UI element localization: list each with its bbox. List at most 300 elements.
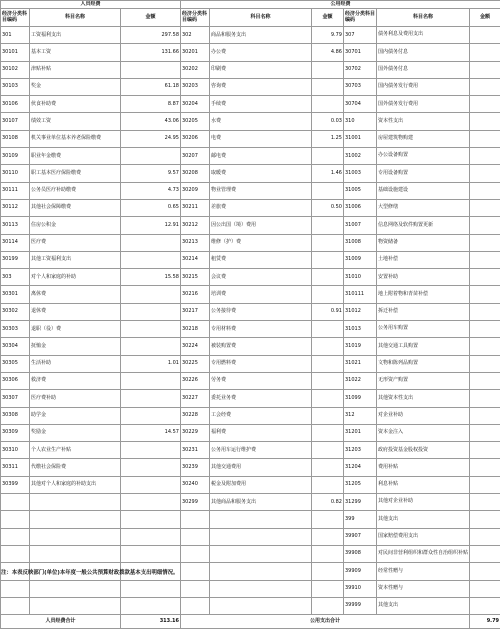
code-cell: 30213 bbox=[181, 234, 210, 251]
name-cell: 奖金 bbox=[30, 78, 121, 95]
code-cell: 30227 bbox=[181, 390, 210, 407]
personnel-total-label: 人员经费合计 bbox=[1, 615, 121, 629]
table-row bbox=[1, 130, 500, 147]
code-cell: 312 bbox=[344, 407, 377, 424]
amount-cell bbox=[470, 407, 500, 424]
name-cell: 劳务费 bbox=[210, 372, 312, 389]
amount-cell bbox=[470, 78, 500, 95]
code-cell: 302 bbox=[181, 27, 210, 44]
code-cell bbox=[1, 545, 30, 562]
amount-cell bbox=[470, 234, 500, 251]
code-cell: 30240 bbox=[181, 476, 210, 493]
code-cell: 30702 bbox=[344, 61, 377, 78]
amount-cell bbox=[121, 390, 181, 407]
code-cell: 31019 bbox=[344, 338, 377, 355]
amount-cell bbox=[470, 459, 500, 476]
table-row bbox=[1, 442, 500, 459]
amount-cell bbox=[312, 597, 344, 614]
table-row bbox=[1, 217, 500, 234]
amount-cell bbox=[312, 148, 344, 165]
code-cell: 30112 bbox=[1, 199, 30, 216]
name-header: 科目名称 bbox=[30, 9, 121, 27]
name-cell: 其他商品和服务支出 bbox=[210, 494, 312, 511]
code-cell: 30215 bbox=[181, 269, 210, 286]
amount-cell bbox=[312, 459, 344, 476]
table-row bbox=[1, 61, 500, 78]
public-group-title: 公用经费 bbox=[181, 1, 500, 9]
name-cell: 印刷费 bbox=[210, 61, 312, 78]
code-cell: 31203 bbox=[344, 442, 377, 459]
code-cell bbox=[181, 563, 210, 580]
amount-cell bbox=[470, 528, 500, 545]
code-cell: 30399 bbox=[1, 476, 30, 493]
amount-cell bbox=[121, 338, 181, 355]
code-cell bbox=[181, 597, 210, 614]
name-cell: 退职（役）费 bbox=[30, 321, 121, 338]
code-cell: 301 bbox=[1, 27, 30, 44]
code-cell: 303 bbox=[1, 269, 30, 286]
name-cell: 被装购置费 bbox=[210, 338, 312, 355]
code-cell: 30111 bbox=[1, 182, 30, 199]
name-cell: 税金及附加费用 bbox=[210, 476, 312, 493]
name-cell: 其他工资福利支出 bbox=[30, 251, 121, 268]
name-cell: 咨询费 bbox=[210, 78, 312, 95]
name-cell: 水费 bbox=[210, 113, 312, 130]
table-row bbox=[1, 459, 500, 476]
name-cell: 医疗费 bbox=[30, 234, 121, 251]
code-cell: 31008 bbox=[344, 234, 377, 251]
code-cell bbox=[1, 580, 30, 597]
code-cell: 30231 bbox=[181, 442, 210, 459]
name-cell: 其他对企业补助 bbox=[377, 494, 470, 511]
name-cell bbox=[30, 494, 121, 511]
amount-cell bbox=[470, 494, 500, 511]
code-cell: 30216 bbox=[181, 286, 210, 303]
code-cell: 30703 bbox=[344, 78, 377, 95]
amount-cell bbox=[312, 580, 344, 597]
table-row bbox=[1, 44, 500, 61]
amount-cell bbox=[312, 286, 344, 303]
code-cell bbox=[1, 494, 30, 511]
code-cell: 30299 bbox=[181, 494, 210, 511]
name-cell: 物资储备 bbox=[377, 234, 470, 251]
code-cell: 31006 bbox=[344, 199, 377, 216]
code-header: 经济分类科目编码 bbox=[1, 9, 30, 27]
code-cell: 31204 bbox=[344, 459, 377, 476]
name-cell: 费用补贴 bbox=[377, 459, 470, 476]
amount-cell bbox=[312, 338, 344, 355]
amount-cell bbox=[470, 321, 500, 338]
table-row bbox=[1, 113, 500, 130]
amount-cell bbox=[470, 390, 500, 407]
amount-cell: 4.73 bbox=[121, 182, 181, 199]
amount-cell bbox=[312, 234, 344, 251]
amount-cell bbox=[470, 269, 500, 286]
name-cell: 资本金注入 bbox=[377, 424, 470, 441]
name-cell: 生活补助 bbox=[30, 355, 121, 372]
code-cell: 31007 bbox=[344, 217, 377, 234]
code-cell: 31205 bbox=[344, 476, 377, 493]
amount-cell bbox=[121, 321, 181, 338]
table-row bbox=[1, 528, 500, 545]
amount-cell bbox=[121, 407, 181, 424]
name-cell bbox=[30, 545, 121, 562]
amount-cell bbox=[312, 476, 344, 493]
amount-cell bbox=[470, 511, 500, 528]
amount-cell: 8.87 bbox=[121, 96, 181, 113]
amount-cell bbox=[121, 372, 181, 389]
amount-cell bbox=[470, 563, 500, 580]
code-cell: 31010 bbox=[344, 269, 377, 286]
name-cell: 机关事业单位基本养老保险缴费 bbox=[30, 130, 121, 147]
table-row bbox=[1, 251, 500, 268]
name-cell: 办公设备购置 bbox=[377, 148, 470, 165]
amount-cell: 9.79 bbox=[312, 27, 344, 44]
code-cell: 30202 bbox=[181, 61, 210, 78]
amount-cell bbox=[121, 528, 181, 545]
table-row bbox=[1, 338, 500, 355]
code-cell: 30217 bbox=[181, 303, 210, 320]
column-header-row bbox=[1, 9, 500, 27]
amount-cell bbox=[470, 303, 500, 320]
name-cell bbox=[210, 528, 312, 545]
name-cell: 助学金 bbox=[30, 407, 121, 424]
name-cell: 公务接待费 bbox=[210, 303, 312, 320]
amount-cell bbox=[312, 528, 344, 545]
code-cell: 39908 bbox=[344, 545, 377, 562]
code-cell: 31001 bbox=[344, 130, 377, 147]
amount-cell bbox=[121, 459, 181, 476]
code-cell: 30108 bbox=[1, 130, 30, 147]
public-total-label: 公用支出合计 bbox=[181, 615, 470, 629]
code-cell: 30311 bbox=[1, 459, 30, 476]
name-cell: 房屋建筑物购建 bbox=[377, 130, 470, 147]
code-cell: 30701 bbox=[344, 44, 377, 61]
code-cell bbox=[181, 580, 210, 597]
amount-cell bbox=[470, 182, 500, 199]
table-row bbox=[1, 355, 500, 372]
name-cell: 资本性赠与 bbox=[377, 580, 470, 597]
amount-cell bbox=[312, 407, 344, 424]
code-cell: 307 bbox=[344, 27, 377, 44]
name-header: 科目名称 bbox=[377, 9, 470, 27]
name-cell: 其他资本性支出 bbox=[377, 390, 470, 407]
code-cell: 30305 bbox=[1, 355, 30, 372]
amount-cell: 1.46 bbox=[312, 165, 344, 182]
amount-cell bbox=[470, 338, 500, 355]
name-cell: 取暖费 bbox=[210, 165, 312, 182]
table-row bbox=[1, 321, 500, 338]
name-cell: 大型修缮 bbox=[377, 199, 470, 216]
amount-header: 金额 bbox=[121, 9, 181, 27]
amount-cell bbox=[312, 442, 344, 459]
amount-cell: 0.03 bbox=[312, 113, 344, 130]
amount-cell bbox=[312, 372, 344, 389]
amount-cell bbox=[312, 355, 344, 372]
amount-cell bbox=[470, 372, 500, 389]
amount-cell bbox=[470, 442, 500, 459]
name-cell bbox=[30, 511, 121, 528]
amount-cell bbox=[121, 494, 181, 511]
code-cell: 31021 bbox=[344, 355, 377, 372]
code-cell: 31201 bbox=[344, 424, 377, 441]
name-cell: 国外债务付息 bbox=[377, 61, 470, 78]
name-cell: 办公费 bbox=[210, 44, 312, 61]
code-cell bbox=[1, 528, 30, 545]
code-cell bbox=[181, 528, 210, 545]
amount-cell bbox=[470, 580, 500, 597]
code-cell: 39909 bbox=[344, 563, 377, 580]
totals-row bbox=[1, 615, 500, 629]
name-cell bbox=[210, 580, 312, 597]
amount-cell bbox=[470, 113, 500, 130]
code-cell: 30201 bbox=[181, 44, 210, 61]
name-cell: 专用燃料费 bbox=[210, 355, 312, 372]
amount-cell bbox=[121, 234, 181, 251]
name-cell: 资本性支出 bbox=[377, 113, 470, 130]
code-cell: 30306 bbox=[1, 372, 30, 389]
code-cell: 30212 bbox=[181, 217, 210, 234]
table-row bbox=[1, 78, 500, 95]
amount-cell bbox=[312, 217, 344, 234]
name-cell: 对企业补助 bbox=[377, 407, 470, 424]
personnel-group-title: 人员经费 bbox=[1, 1, 181, 9]
name-cell: 代缴社会保险费 bbox=[30, 459, 121, 476]
name-cell: 文物和陈列品购置 bbox=[377, 355, 470, 372]
name-cell: 国外债务发行费用 bbox=[377, 96, 470, 113]
amount-cell bbox=[312, 269, 344, 286]
code-cell: 30205 bbox=[181, 113, 210, 130]
amount-cell bbox=[121, 545, 181, 562]
amount-cell bbox=[470, 44, 500, 61]
amount-cell bbox=[312, 251, 344, 268]
amount-cell bbox=[470, 148, 500, 165]
name-cell: 其他交通工具购置 bbox=[377, 338, 470, 355]
code-header: 经济分类科目编码 bbox=[344, 9, 377, 27]
code-cell: 31022 bbox=[344, 372, 377, 389]
public-total-value: 9.79 bbox=[470, 615, 500, 629]
name-cell: 基础设施建设 bbox=[377, 182, 470, 199]
amount-cell bbox=[121, 61, 181, 78]
code-cell: 30204 bbox=[181, 96, 210, 113]
name-cell: 其他交通费用 bbox=[210, 459, 312, 476]
amount-cell bbox=[121, 476, 181, 493]
code-cell bbox=[1, 511, 30, 528]
name-cell: 住房公积金 bbox=[30, 217, 121, 234]
table-row bbox=[1, 372, 500, 389]
code-cell: 30211 bbox=[181, 199, 210, 216]
name-cell: 公务用车运行维护费 bbox=[210, 442, 312, 459]
name-cell: 地上附着物和青苗补偿 bbox=[377, 286, 470, 303]
code-cell: 30302 bbox=[1, 303, 30, 320]
amount-cell bbox=[121, 303, 181, 320]
amount-cell bbox=[121, 251, 181, 268]
amount-cell bbox=[470, 217, 500, 234]
amount-cell: 297.58 bbox=[121, 27, 181, 44]
name-cell: 经常性赠与 bbox=[377, 563, 470, 580]
code-cell: 310111 bbox=[344, 286, 377, 303]
table-row bbox=[1, 286, 500, 303]
amount-cell bbox=[470, 165, 500, 182]
amount-cell bbox=[312, 61, 344, 78]
name-cell bbox=[210, 511, 312, 528]
name-cell: 安置补助 bbox=[377, 269, 470, 286]
name-cell: 抚恤金 bbox=[30, 338, 121, 355]
code-cell: 30102 bbox=[1, 61, 30, 78]
table-row bbox=[1, 424, 500, 441]
amount-cell: 4.86 bbox=[312, 44, 344, 61]
name-cell: 维修（护）费 bbox=[210, 234, 312, 251]
name-cell: 对民间非营利组织和群众性自治组织补贴 bbox=[377, 545, 470, 562]
code-cell: 30225 bbox=[181, 355, 210, 372]
name-cell: 工资福利支出 bbox=[30, 27, 121, 44]
code-cell: 30107 bbox=[1, 113, 30, 130]
code-cell: 30214 bbox=[181, 251, 210, 268]
amount-cell: 131.66 bbox=[121, 44, 181, 61]
code-cell: 30209 bbox=[181, 182, 210, 199]
amount-cell bbox=[312, 96, 344, 113]
amount-cell: 24.95 bbox=[121, 130, 181, 147]
table-row bbox=[1, 390, 500, 407]
name-cell: 商品和服务支出 bbox=[210, 27, 312, 44]
code-cell: 31012 bbox=[344, 303, 377, 320]
amount-header: 金额 bbox=[470, 9, 500, 27]
personnel-total-value: 313.16 bbox=[121, 615, 181, 629]
code-cell: 30208 bbox=[181, 165, 210, 182]
name-cell: 其他支出 bbox=[377, 597, 470, 614]
amount-cell: 43.06 bbox=[121, 113, 181, 130]
name-cell: 绩效工资 bbox=[30, 113, 121, 130]
amount-cell: 1.01 bbox=[121, 355, 181, 372]
amount-cell: 0.65 bbox=[121, 199, 181, 216]
name-cell: 离休费 bbox=[30, 286, 121, 303]
amount-cell bbox=[470, 355, 500, 372]
amount-cell bbox=[312, 511, 344, 528]
amount-cell bbox=[312, 563, 344, 580]
amount-cell bbox=[470, 130, 500, 147]
name-cell bbox=[30, 597, 121, 614]
amount-cell: 12.91 bbox=[121, 217, 181, 234]
code-cell: 30218 bbox=[181, 321, 210, 338]
code-cell: 30110 bbox=[1, 165, 30, 182]
code-cell: 30224 bbox=[181, 338, 210, 355]
name-cell: 利息补贴 bbox=[377, 476, 470, 493]
name-cell: 退休费 bbox=[30, 303, 121, 320]
name-cell: 伙食补助费 bbox=[30, 96, 121, 113]
amount-cell bbox=[312, 390, 344, 407]
amount-cell bbox=[470, 545, 500, 562]
amount-cell bbox=[470, 286, 500, 303]
amount-cell: 15.58 bbox=[121, 269, 181, 286]
name-cell: 政府投资基金股权投资 bbox=[377, 442, 470, 459]
name-cell: 奖励金 bbox=[30, 424, 121, 441]
table-row bbox=[1, 148, 500, 165]
code-cell: 30301 bbox=[1, 286, 30, 303]
name-cell: 差旅费 bbox=[210, 199, 312, 216]
name-cell: 对个人和家庭的补助 bbox=[30, 269, 121, 286]
amount-cell: 0.82 bbox=[312, 494, 344, 511]
table-row bbox=[1, 96, 500, 113]
code-cell: 39910 bbox=[344, 580, 377, 597]
name-cell: 国内债务付息 bbox=[377, 44, 470, 61]
amount-cell bbox=[312, 321, 344, 338]
code-cell: 31299 bbox=[344, 494, 377, 511]
amount-cell bbox=[470, 96, 500, 113]
name-cell bbox=[210, 563, 312, 580]
name-cell: 救济费 bbox=[30, 372, 121, 389]
name-cell: 其他对个人和家庭的补助支出 bbox=[30, 476, 121, 493]
code-cell: 30310 bbox=[1, 442, 30, 459]
name-cell: 物业管理费 bbox=[210, 182, 312, 199]
footnote: 注：本表反映部门(单位)本年度一般公共预算财政拨款基本支出明细情况。 bbox=[1, 568, 178, 576]
name-cell: 租赁费 bbox=[210, 251, 312, 268]
code-cell: 30303 bbox=[1, 321, 30, 338]
name-cell: 专用设备购置 bbox=[377, 165, 470, 182]
name-cell: 国家赔偿费用支出 bbox=[377, 528, 470, 545]
table-row bbox=[1, 407, 500, 424]
code-cell bbox=[181, 511, 210, 528]
name-cell: 国内债务发行费用 bbox=[377, 78, 470, 95]
amount-cell bbox=[121, 442, 181, 459]
amount-cell bbox=[470, 199, 500, 216]
table-row bbox=[1, 580, 500, 597]
table-row bbox=[1, 182, 500, 199]
name-cell: 专用材料费 bbox=[210, 321, 312, 338]
amount-cell bbox=[121, 148, 181, 165]
code-cell: 31002 bbox=[344, 148, 377, 165]
table-row bbox=[1, 165, 500, 182]
name-cell: 工会经费 bbox=[210, 407, 312, 424]
code-cell: 30103 bbox=[1, 78, 30, 95]
table-row bbox=[1, 476, 500, 493]
name-cell: 债务利息及费用支出 bbox=[377, 27, 470, 44]
code-cell: 30704 bbox=[344, 96, 377, 113]
code-cell: 30203 bbox=[181, 78, 210, 95]
code-cell: 310 bbox=[344, 113, 377, 130]
amount-cell bbox=[121, 511, 181, 528]
table-row bbox=[1, 511, 500, 528]
amount-cell bbox=[470, 27, 500, 44]
code-cell: 31099 bbox=[344, 390, 377, 407]
name-cell bbox=[210, 597, 312, 614]
amount-cell bbox=[312, 182, 344, 199]
code-cell: 30228 bbox=[181, 407, 210, 424]
amount-cell bbox=[470, 251, 500, 268]
name-cell: 培训费 bbox=[210, 286, 312, 303]
code-cell: 31005 bbox=[344, 182, 377, 199]
code-cell: 399 bbox=[344, 511, 377, 528]
amount-cell: 61.18 bbox=[121, 78, 181, 95]
name-cell bbox=[30, 580, 121, 597]
code-cell: 30199 bbox=[1, 251, 30, 268]
amount-cell bbox=[121, 286, 181, 303]
code-cell: 30109 bbox=[1, 148, 30, 165]
name-cell: 基本工资 bbox=[30, 44, 121, 61]
amount-cell bbox=[470, 597, 500, 614]
code-cell: 30114 bbox=[1, 234, 30, 251]
amount-cell bbox=[121, 597, 181, 614]
table-row bbox=[1, 269, 500, 286]
amount-cell: 9.57 bbox=[121, 165, 181, 182]
amount-header: 金额 bbox=[312, 9, 344, 27]
table-row bbox=[1, 494, 500, 511]
code-cell: 31013 bbox=[344, 321, 377, 338]
table-row bbox=[1, 234, 500, 251]
name-cell: 信息网络及软件购置更新 bbox=[377, 217, 470, 234]
name-cell: 津贴补贴 bbox=[30, 61, 121, 78]
amount-cell: 1.25 bbox=[312, 130, 344, 147]
name-cell: 福利费 bbox=[210, 424, 312, 441]
